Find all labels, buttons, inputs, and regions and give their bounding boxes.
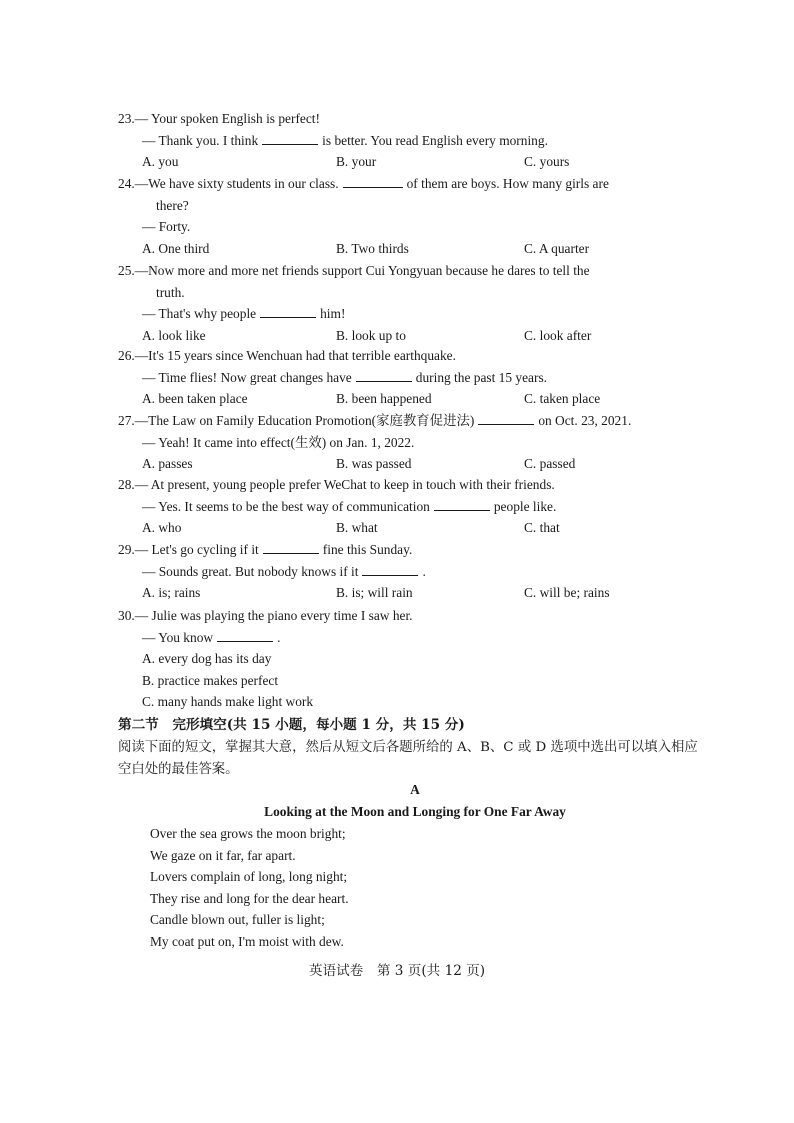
option-b: B. is; will rain [336,585,413,601]
dialogue-line-b: — That's why people [142,306,257,322]
question-number: 25. [118,263,135,278]
option-b: B. Two thirds [336,240,409,256]
dialogue-line-b: — Sounds great. But nobody knows if it [142,563,359,579]
dialogue-line-a-rest: on Oct. 23, 2021. [538,413,632,428]
question-number: 24. [118,176,135,191]
question-number: 29. [118,542,135,557]
poem [150,823,349,953]
question-29 [118,539,708,604]
dialogue-line-a: — Let's go cycling if it [134,542,259,557]
question-number: 23. [118,111,135,126]
option-a: A. every dog has its day [142,651,272,667]
dialogue-line-b-rest: . [277,629,281,645]
option-a: A. been taken place [142,391,248,407]
option-c: C. yours [524,154,570,170]
question-24 [118,173,708,259]
options-row [118,151,708,173]
dialogue-line-b: — Thank you. I think [142,132,259,148]
poem-line: My coat put on, I'm moist with dew. [150,933,344,949]
question-number: 27. [118,413,135,428]
option-a: A. you [142,154,179,170]
option-b: B. what [336,520,378,536]
option-b: B. been happened [336,391,432,407]
dialogue-line-b-rest: . [422,563,426,579]
option-a: A. is; rains [142,585,201,601]
question-23 [118,108,708,173]
dialogue-line-b-rest: people like. [493,498,557,514]
answer-blank [434,498,490,511]
option-c: C. many hands make light work [142,694,314,710]
option-b: B. look up to [336,327,406,343]
options-row [118,517,708,539]
question-26 [118,345,708,410]
question-30 [118,605,708,713]
options-row [118,582,708,604]
dialogue-line-a-rest: fine this Sunday. [322,542,413,557]
dialogue-line-a-rest: of them are boys. How many girls are [406,176,609,191]
poem-line: We gaze on it far, far apart. [150,847,296,863]
question-number: 30. [118,608,135,623]
passage-title: Looking at the Moon and Longing for One Far Away [264,804,566,819]
poem-line: They rise and long for the dear heart. [150,890,349,906]
dialogue-line-b: — You know [142,629,214,645]
section-heading: 第二节 完形填空(共 15 小题，每小题 1 分，共 15 分) [118,717,465,733]
question-27 [118,410,708,475]
poem-line: Lovers complain of long, long night; [150,869,348,885]
page-footer: 英语试卷 第 3 页(共 12 页) [308,963,486,979]
dialogue-line-b: — Yeah! It came into effect(生效) on Jan. 1, 2022. [142,434,415,450]
option-c: C. taken place [524,391,601,407]
answer-blank [356,369,412,382]
poem-line: Over the sea grows the moon bright; [150,826,346,841]
answer-blank [362,563,418,576]
question-number: 26. [118,348,135,363]
dialogue-line-b: — Yes. It seems to be the best way of communication [142,498,430,514]
answer-blank [260,305,316,318]
dialogue-line-b-rest: is better. You read English every morning. [322,132,548,148]
option-a: A. who [142,520,182,536]
dialogue-line-a: —Now more and more net friends support Cui Yongyuan because he dares to tell the [134,263,590,278]
option-c: C. will be; rains [524,585,610,601]
option-c: C. that [524,520,560,536]
options-row [118,453,708,475]
dialogue-line-b-rest: during the past 15 years. [415,369,548,385]
question-25 [118,260,708,346]
poem-line: Candle blown out, fuller is light; [150,912,325,928]
question-28 [118,474,708,539]
option-b: B. your [336,154,377,170]
dialogue-line-a: — At present, young people prefer WeChat to keep in touch with their friends. [134,477,555,492]
answer-blank [217,629,273,642]
option-c: C. look after [524,327,592,343]
answer-blank [478,412,534,425]
dialogue-line-a-cont: truth. [156,284,185,300]
option-a: A. passes [142,456,193,472]
passage-label: A [410,782,420,797]
dialogue-line-a: —The Law on Family Education Promotion(家庭教育促进法) [134,413,475,428]
dialogue-line-a: — Julie was playing the piano every time I saw her. [134,608,413,623]
dialogue-line-b: — Forty. [142,219,191,235]
question-number: 28. [118,477,135,492]
option-a: A. One third [142,240,210,256]
option-b: B. practice makes perfect [142,672,279,688]
options-row [118,325,708,347]
option-b: B. was passed [336,456,412,472]
dialogue-line-a: —We have sixty students in our class. [134,176,339,191]
option-c: C. passed [524,456,576,472]
section-instruction: 阅读下面的短文，掌握其大意，然后从短文后各题所给的 A、B、C 或 D 选项中选出可以填入相应空白处的最佳答案。 [118,740,698,777]
options-row [118,388,708,410]
options-row [118,238,708,260]
dialogue-line-b: — Time flies! Now great changes have [142,369,352,385]
dialogue-line-b-rest: him! [320,306,346,322]
dialogue-line-a: — Your spoken English is perfect! [134,111,320,126]
answer-blank [263,541,319,554]
answer-blank [262,132,318,145]
dialogue-line-a-cont: there? [156,197,189,213]
answer-blank [343,175,403,188]
dialogue-line-a: —It's 15 years since Wenchuan had that terrible earthquake. [134,348,456,363]
option-a: A. look like [142,327,206,343]
option-c: C. A quarter [524,240,590,256]
